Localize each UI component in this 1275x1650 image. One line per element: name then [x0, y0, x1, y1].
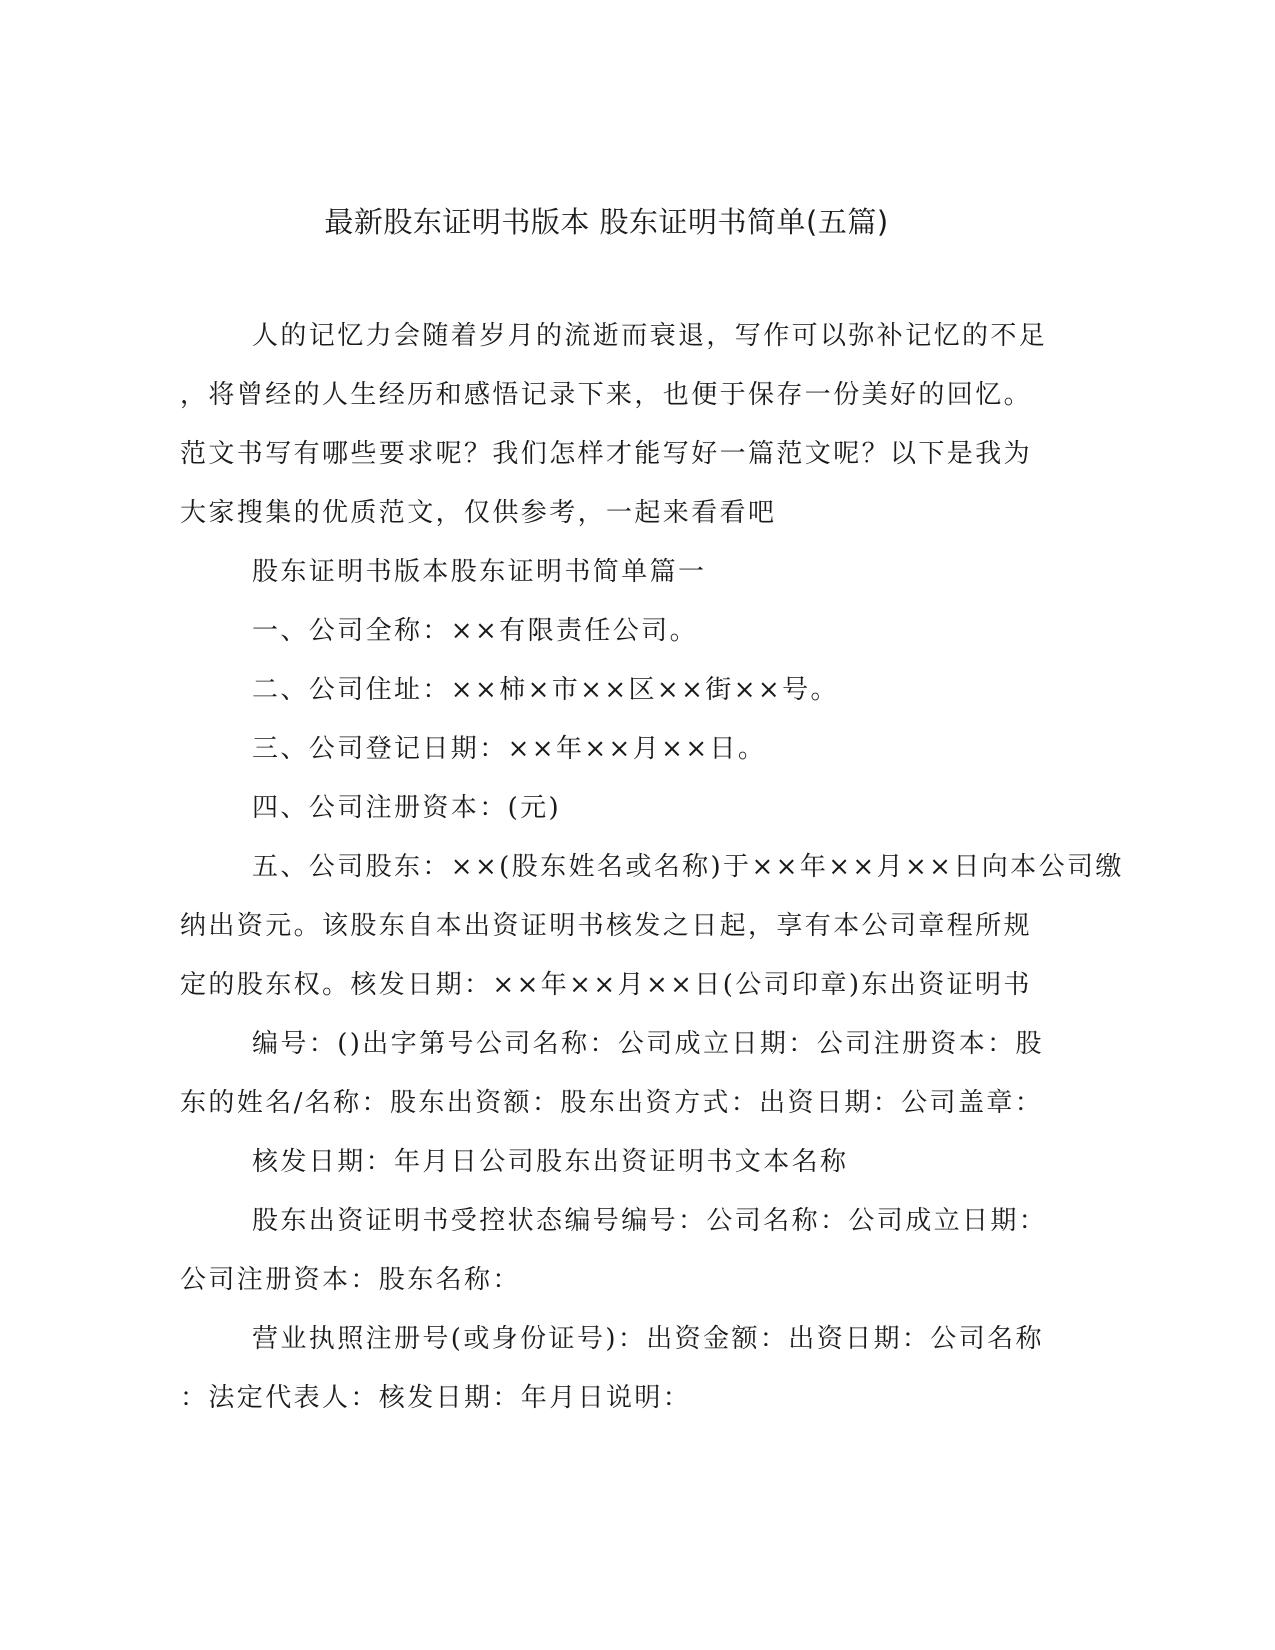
list-item: 二、公司住址：××柿×市××区××街××号。 — [252, 675, 839, 705]
paragraph-line: ，将曾经的人生经历和感悟记录下来，也便于保存一份美好的回忆。 — [180, 380, 1033, 410]
paragraph-line: 公司注册资本：股东名称： — [180, 1265, 521, 1295]
paragraph-line: ：法定代表人：核发日期：年月日说明： — [180, 1383, 692, 1413]
paragraph-line: 人的记忆力会随着岁月的流逝而衰退，写作可以弥补记忆的不足 — [252, 321, 1048, 351]
list-item: 五、公司股东：××(股东姓名或名称)于××年××月××日向本公司缴 — [252, 852, 1124, 882]
paragraph-line: 编号：()出字第号公司名称：公司成立日期：公司注册资本：股 — [252, 1029, 1044, 1059]
paragraph-line: 定的股东权。核发日期：××年××月××日(公司印章)东出资证明书 — [180, 970, 1032, 1000]
paragraph-line: 股东出资证明书受控状态编号编号：公司名称：公司成立日期： — [252, 1206, 1048, 1236]
list-item: 一、公司全称：××有限责任公司。 — [252, 616, 698, 646]
paragraph-line: 核发日期：年月日公司股东出资证明书文本名称 — [252, 1147, 849, 1177]
section-heading: 股东证明书版本股东证明书简单篇一 — [252, 557, 707, 587]
paragraph-line: 营业执照注册号(或身份证号)：出资金额：出资日期：公司名称 — [252, 1324, 1044, 1354]
document-title: 最新股东证明书版本 股东证明书简单(五篇) — [324, 205, 889, 239]
paragraph-line: 范文书写有哪些要求呢？我们怎样才能写好一篇范文呢？以下是我为 — [180, 439, 1033, 469]
paragraph-line: 大家搜集的优质范文，仅供参考，一起来看看吧 — [180, 498, 777, 528]
list-item: 三、公司登记日期：××年××月××日。 — [252, 734, 767, 764]
paragraph-line: 纳出资元。该股东自本出资证明书核发之日起，享有本公司章程所规 — [180, 911, 1033, 941]
list-item: 四、公司注册资本：(元) — [252, 793, 562, 823]
paragraph-line: 东的姓名/名称：股东出资额：股东出资方式：出资日期：公司盖章： — [180, 1088, 1044, 1118]
